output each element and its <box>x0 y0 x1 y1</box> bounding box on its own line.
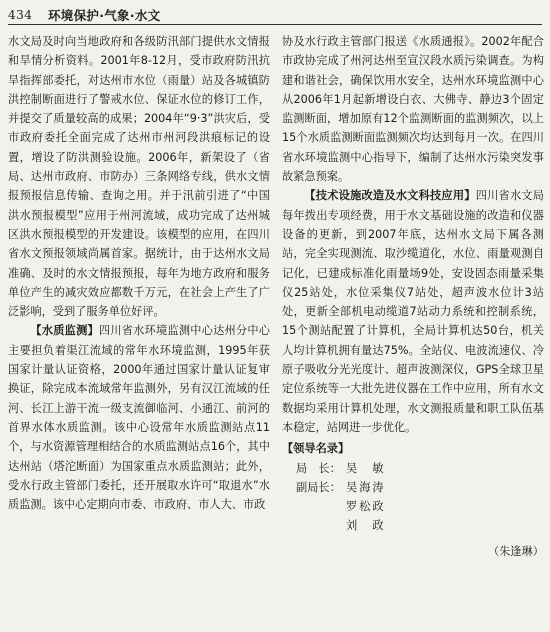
leader-name: 罗松政 <box>346 500 386 514</box>
paragraph-tech-facilities-text: 四川省水文局每年拨出专项经费，用于水文基础设施的改造和仪器设备的更新，到2007年底，达州水文局下属各测站，完全实现测流、取沙缆道化，水位、雨量观测自记化，已建成标准化雨量场9处，安设固态雨量采集仪25站处，水位采集仪7站处，超声波水位计3站处，更新全部机电动缆道7站动力系统和控制系统，15个测站配置了计算机，全局计算机达50台，机关人均计算机拥有量达75%。全站仪、电波流速仪、冷原子吸收分光光度计、超声波测深仪，GPS全球卫星定位系统等一大批先进仪器在工作中应用，所有水文数据均采用计算机处理，水文测报质量和职工队伍基本稳定，站网进一步优化。 <box>282 189 544 434</box>
right-column <box>282 32 544 628</box>
page-number: 434 <box>8 8 33 22</box>
leader-row <box>296 497 544 516</box>
leader-name: 刘 政 <box>346 519 386 533</box>
leader-name: 吴海涛 <box>346 480 386 494</box>
leader-row <box>296 478 544 497</box>
paragraph-water-quality-text: 四川省水环境监测中心达州分中心主要担负着渠江流域的常年水环境监测，1995年获国家计量认证资格，2000年通过国家计量认证复审换证，除完成本流域常年监测外，另有汉江流域的任河、长江上游干流一级支流御临河、小通江、前河的首界水体水质监测。该中心设常年水质监测站点11个，与水资源管理相结合的水质监测站点16个，其中达州站（塔沱断面）为国家重点水质监测站；此外，受水行政主管部门委托，还开展取水许可“取退水”水质监测。该中心定期向市委、市政府、市人大、市政 <box>8 324 270 512</box>
author-credit: （朱逢琳） <box>488 544 544 558</box>
subheading-tech-facilities: 【技术设施改造及水文科技应用】 <box>304 189 476 203</box>
header-rule <box>8 24 542 25</box>
leader-role: 副局长： <box>296 480 341 494</box>
leaders-heading: 【领导名录】 <box>282 442 350 456</box>
leader-row <box>296 516 544 535</box>
paragraph-water-report: 协及水行政主管部门报送《水质通报》。2002年配合市政协完成了州河达州至宣汉段水质污染调查。为构建和谐社会，确保饮用水安全，达州水环境监测中心从2006年1月起新增设白衣、大佛寺、静边3个固定监测断面，增加原有12个监测断面的监测频次，以上15个水质监测断面监测频次均达到每月一次。在四川省水环境监测中心指导下，编制了达州水污染突发事故紧急预案。 <box>282 35 544 184</box>
subheading-water-quality: 【水质监测】 <box>30 324 99 338</box>
leader-role <box>296 516 346 535</box>
leader-row <box>296 459 544 478</box>
left-column <box>8 32 270 628</box>
leader-role <box>296 497 346 516</box>
leader-name: 吴 敏 <box>346 461 386 475</box>
section-title: 环境保护·气象·水文 <box>48 8 161 23</box>
paragraph-tech-facilities <box>282 186 544 437</box>
leaders-section <box>282 439 544 535</box>
paragraph-flood-info: 水文局及时向当地政府和各级防汛部门提供水文情报和旱情分析资料。2001年8-12月，受市政府防汛抗旱指挥部委托，对达州市水位（雨量）站及各城镇防洪控制断面进行了警戒水位、保证水位的修订工作，并提交了质量较高的成果；2004年“9·3”洪灾后，受市政府委托全面完成了达州市州河段洪痕标记的设置，增设了防洪测验设施。2006年，新架设了（省局、达州市政府、市防办）三条网络专线，供水文情报预报信息传输、查询之用。并于汛前引进了“中国洪水预报模型”应用于州河流域，成功完成了达州城区洪水预报模型的开发建设。该模型的应用，在四川省水文预报领域尚属首家。据统计，由于达州水文局准确、及时的水文情报预报，每年为地方政府和服务单位产生的减灾效应都数千万元，在社会上产生了广泛影响，受到了服务单位好评。 <box>8 35 270 319</box>
paragraph-water-quality <box>8 321 270 514</box>
leader-role: 局 长： <box>296 461 341 475</box>
page-header <box>0 0 550 30</box>
